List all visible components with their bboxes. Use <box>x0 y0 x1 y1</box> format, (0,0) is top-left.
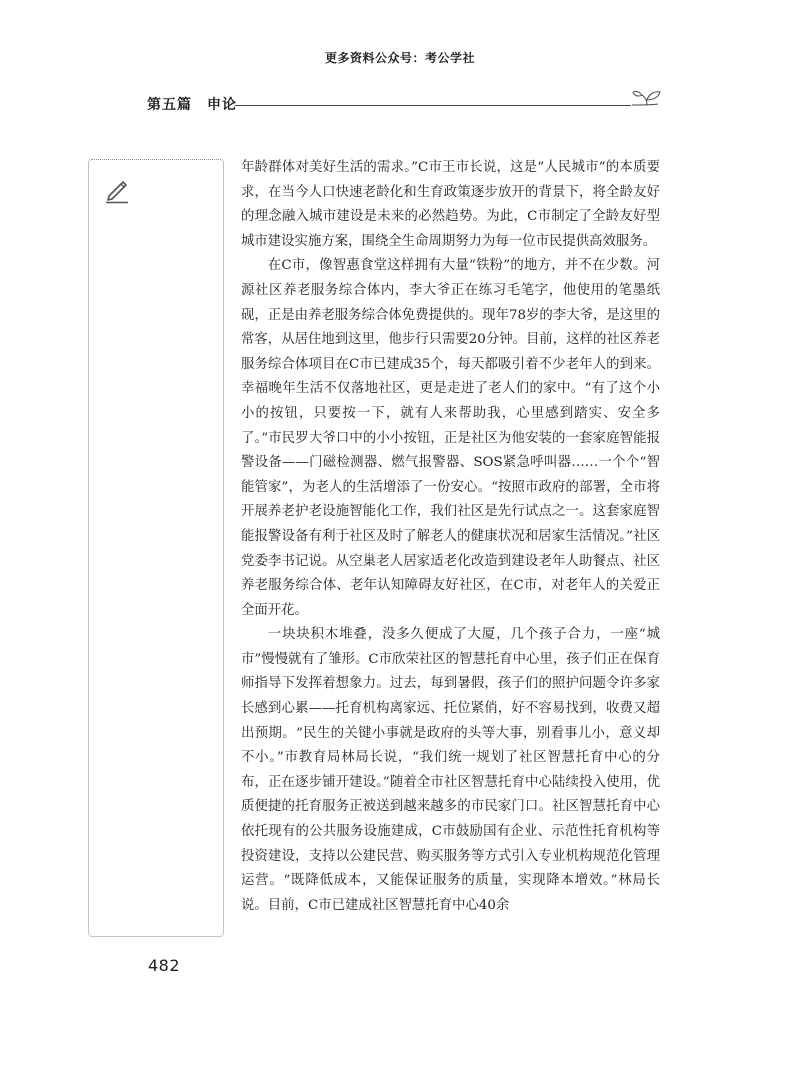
paragraph-3: 一块块积木堆叠，没多久便成了大厦，几个孩子合力，一座“城市”慢慢就有了雏形。C市欣荣社区的智慧托育中心里，孩子们正在保育师指导下发挥着想象力。过去，每到暑假，孩子们的照护问题令许多家长感到心累——托育机构离家远、托位紧俏，好不容易找到，收费又超出预期。“民生的关键小事就是政府的头等大事，别看事儿小，意义却不小。”市教育局林局长说，“我们统一规划了社区智慧托育中心的分布，正在逐步铺开建设。”随着全市社区智慧托育中心陆续投入使用，优质便捷的托育服务正被送到越来越多的市民家门口。社区智慧托育中心依托现有的公共服务设施建成，C市鼓励国有企业、示范性托育机构等投资建设，支持以公建民营、购买服务等方式引入专业机构规范化管理运营。“既降低成本，又能保证服务的质量，实现降本增效。”林局长说。目前，C市已建成社区智慧托育中心40余 <box>241 627 660 913</box>
paragraph-2: 在C市，像智惠食堂这样拥有大量“铁粉”的地方，并不在少数。河源社区养老服务综合体内，李大爷正在练习毛笔字，他使用的笔墨纸砚，正是由养老服务综合体免费提供的。现年78岁的李大爷，是这里的常客，从居住地到这里，他步行只需要20分钟。目前，这样的社区养老服务综合体项目在C市已建成35个，每天都吸引着不少老年人的到来。幸福晚年生活不仅落地社区，更是走进了老人们的家中。“有了这个小小的按钮，只要按一下，就有人来帮助我，心里感到踏实、安全多了。”市民罗大爷口中的小小按钮，正是社区为他安装的一套家庭智能报警设备——门磁检测器、燃气报警器、SOS紧急呼叫器……一个个“智能管家”，为老人的生活增添了一份安心。“按照市政府的部署，全市将开展养老护老设施智能化工作，我们社区是先行试点之一。这套家庭智能报警设备有利于社区及时了解老人的健康状况和居家生活情况。”社区党委李书记说。从空巢老人居家适老化改造到建设老年人助餐点、社区养老服务综合体、老年认知障碍友好社区，在C市，对老年人的关爱正全面开花。 <box>241 258 660 618</box>
section-title: 第五篇 申论 <box>147 97 237 113</box>
page-number: 482 <box>148 956 181 975</box>
note-margin-box <box>88 159 224 937</box>
paragraph-1: 年龄群体对美好生活的需求。”C市王市长说，这是“人民城市”的本质要求，在当今人口快速老龄化和生育政策逐步放开的背景下，将全龄友好的理念融入城市建设是未来的必然趋势。为此，C市制定了全龄友好型城市建设实施方案，围绕全生命周期努力为每一位市民提供高效服务。 <box>241 160 660 249</box>
sprout-icon <box>630 88 664 110</box>
page-header <box>147 94 667 114</box>
top-banner: 更多资料公众号：考公学社 <box>324 51 475 65</box>
pencil-icon <box>103 176 131 204</box>
header-rule <box>235 105 631 106</box>
body-text <box>241 156 660 918</box>
